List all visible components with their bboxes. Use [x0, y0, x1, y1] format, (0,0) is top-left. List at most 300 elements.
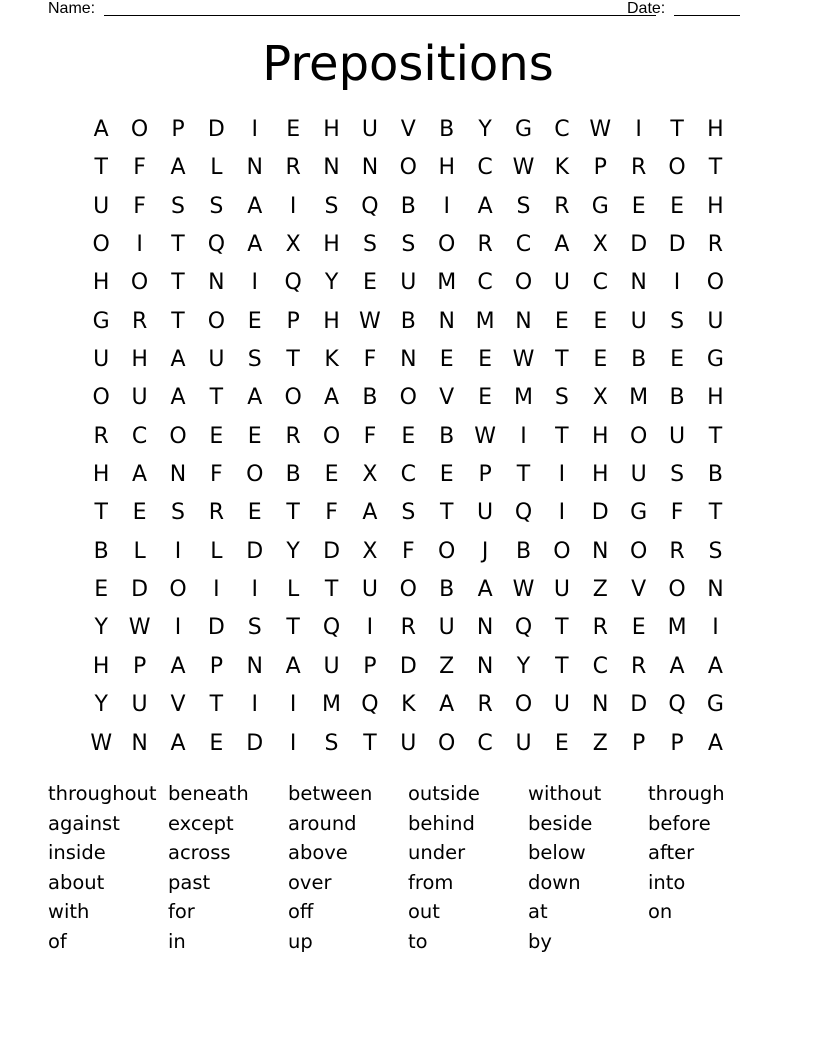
grid-letter[interactable]: A [170, 653, 186, 679]
grid-letter[interactable]: G [706, 692, 724, 718]
grid-letter[interactable]: X [362, 462, 378, 488]
grid-letter[interactable]: O [630, 423, 648, 449]
grid-letter[interactable]: G [591, 193, 609, 219]
grid-letter[interactable]: N [246, 155, 263, 181]
grid-letter[interactable]: E [439, 462, 454, 488]
grid-letter[interactable]: F [325, 500, 338, 526]
grid-letter[interactable]: Y [516, 653, 531, 679]
grid-letter[interactable]: C [592, 653, 608, 679]
grid-letter[interactable]: J [481, 538, 489, 564]
grid-letter[interactable]: W [90, 730, 113, 756]
grid-letter[interactable]: A [477, 577, 493, 603]
grid-letter[interactable]: W [512, 155, 535, 181]
grid-letter[interactable]: O [438, 538, 456, 564]
grid-letter[interactable]: O [553, 538, 571, 564]
grid-letter[interactable]: I [289, 730, 297, 756]
grid-letter[interactable]: N [323, 155, 340, 181]
grid-letter[interactable]: T [555, 615, 569, 641]
grid-letter[interactable]: I [635, 117, 642, 142]
grid-letter[interactable]: U [553, 270, 570, 296]
grid-letter[interactable]: I [712, 615, 719, 641]
grid-letter[interactable]: U [361, 577, 378, 603]
grid-letter[interactable]: M [514, 385, 533, 411]
grid-letter[interactable]: U [669, 423, 686, 449]
grid-letter[interactable]: N [592, 538, 609, 564]
grid-letter[interactable]: P [632, 730, 646, 756]
grid-letter[interactable]: H [323, 308, 340, 334]
grid-letter[interactable]: N [476, 653, 494, 679]
grid-letter[interactable]: E [324, 462, 339, 488]
grid-letter[interactable]: U [553, 692, 570, 718]
grid-letter[interactable]: P [593, 155, 607, 181]
grid-letter[interactable]: O [399, 577, 417, 603]
grid-letter[interactable]: Y [478, 117, 492, 142]
grid-letter[interactable]: N [592, 692, 609, 718]
grid-letter[interactable]: F [133, 155, 146, 181]
grid-letter[interactable]: H [92, 653, 110, 679]
grid-letter[interactable]: H [92, 462, 110, 488]
grid-letter[interactable]: Q [322, 615, 341, 641]
grid-letter[interactable]: W [359, 308, 381, 334]
grid-letter[interactable]: C [477, 270, 493, 296]
grid-letter[interactable]: N [169, 462, 187, 488]
grid-letter[interactable]: I [558, 462, 566, 488]
grid-letter[interactable]: B [362, 385, 378, 411]
grid-letter[interactable]: A [170, 730, 186, 756]
grid-letter[interactable]: P [363, 653, 377, 679]
grid-letter[interactable]: S [247, 615, 262, 641]
grid-letter[interactable]: B [400, 308, 416, 334]
word-bank-item: throughout [48, 782, 157, 805]
word-bank-item: about [48, 870, 105, 894]
word-bank-item: above [288, 841, 348, 865]
grid-letter[interactable]: S [324, 730, 339, 756]
word-bank-item: after [648, 841, 695, 865]
grid-letter[interactable]: I [136, 232, 143, 258]
grid-letter[interactable]: H [438, 155, 455, 181]
grid-letter[interactable]: G [514, 117, 533, 142]
grid-letter[interactable]: A [554, 232, 570, 258]
grid-letter[interactable]: B [631, 347, 647, 373]
grid-letter[interactable]: N [361, 155, 379, 181]
grid-letter[interactable]: U [400, 730, 417, 756]
grid-letter[interactable]: H [323, 117, 340, 142]
grid-letter[interactable]: A [247, 193, 263, 219]
grid-letter[interactable]: T [171, 308, 185, 334]
grid-letter[interactable]: T [286, 615, 300, 641]
grid-letter[interactable]: C [477, 155, 493, 181]
grid-letter[interactable]: R [592, 615, 608, 641]
grid-letter[interactable]: Q [668, 692, 686, 718]
grid-letter[interactable]: F [401, 538, 415, 564]
grid-letter[interactable]: U [208, 347, 225, 373]
grid-letter[interactable]: E [362, 270, 377, 296]
grid-letter[interactable]: M [437, 270, 457, 296]
grid-letter[interactable]: A [477, 193, 493, 219]
grid-letter[interactable]: T [171, 232, 185, 258]
grid-letter[interactable]: Z [592, 577, 608, 603]
grid-letter[interactable]: W [589, 117, 612, 142]
grid-letter[interactable]: U [477, 500, 494, 526]
grid-letter[interactable]: C [592, 270, 608, 296]
grid-letter[interactable]: A [362, 500, 378, 526]
word-bank-item: against [48, 811, 120, 835]
grid-letter[interactable]: I [520, 423, 527, 449]
grid-letter[interactable]: O [630, 538, 648, 564]
grid-letter[interactable]: O [514, 270, 533, 296]
grid-letter[interactable]: T [439, 500, 454, 526]
grid-letter[interactable]: A [132, 462, 148, 488]
grid-letter[interactable]: O [668, 155, 686, 181]
grid-letter[interactable]: E [631, 193, 646, 219]
grid-letter[interactable]: L [287, 577, 300, 603]
grid-letter[interactable]: A [170, 155, 186, 181]
grid-letter[interactable]: E [247, 308, 262, 334]
grid-letter[interactable]: O [130, 270, 149, 296]
grid-letter[interactable]: T [708, 155, 723, 181]
grid-letter[interactable]: S [324, 193, 339, 219]
grid-letter[interactable]: P [478, 462, 492, 488]
grid-letter[interactable]: V [170, 692, 186, 718]
grid-letter[interactable]: T [708, 500, 723, 526]
grid-letter[interactable]: M [475, 308, 495, 334]
grid-letter[interactable]: T [171, 270, 185, 296]
grid-letter[interactable]: R [554, 193, 570, 219]
grid-letter[interactable]: D [591, 500, 609, 526]
grid-letter[interactable]: I [289, 193, 297, 219]
grid-letter[interactable]: D [630, 232, 648, 258]
grid-letter[interactable]: D [668, 232, 686, 258]
grid-letter[interactable]: I [366, 615, 374, 641]
grid-letter[interactable]: R [477, 692, 493, 718]
grid-letter[interactable]: I [174, 538, 182, 564]
grid-letter[interactable]: E [554, 730, 569, 756]
grid-letter[interactable]: S [670, 308, 685, 334]
grid-letter[interactable]: O [668, 577, 686, 603]
grid-letter[interactable]: I [673, 270, 681, 296]
grid-letter[interactable]: C [554, 117, 570, 142]
grid-letter[interactable]: B [439, 117, 455, 142]
grid-letter[interactable]: A [707, 730, 723, 756]
grid-letter[interactable]: B [93, 538, 109, 564]
grid-letter[interactable]: S [708, 538, 723, 564]
grid-letter[interactable]: D [207, 117, 225, 142]
grid-letter[interactable]: E [593, 347, 608, 373]
grid-letter[interactable]: W [512, 347, 535, 373]
grid-letter[interactable]: I [251, 577, 258, 603]
grid-letter[interactable]: T [209, 385, 224, 411]
grid-letter[interactable]: U [438, 615, 455, 641]
grid-letter[interactable]: E [286, 117, 301, 142]
grid-letter[interactable]: T [555, 653, 569, 679]
grid-letter[interactable]: E [593, 308, 608, 334]
grid-row [82, 725, 735, 763]
grid-letter[interactable]: O [399, 385, 417, 411]
grid-letter[interactable]: S [170, 193, 185, 219]
grid-letter[interactable]: Z [439, 653, 455, 679]
grid-letter[interactable]: L [210, 155, 223, 181]
grid-letter[interactable]: F [670, 500, 684, 526]
grid-letter[interactable]: H [323, 232, 340, 258]
grid-letter[interactable]: M [322, 692, 342, 718]
grid-letter[interactable]: F [133, 193, 146, 219]
grid-letter[interactable]: A [170, 347, 186, 373]
grid-letter[interactable]: A [707, 653, 723, 679]
grid-letter[interactable]: T [555, 423, 569, 449]
grid-letter[interactable]: H [92, 270, 110, 296]
grid-letter[interactable]: O [438, 730, 456, 756]
grid-letter[interactable]: K [324, 347, 339, 373]
grid-letter[interactable]: O [169, 423, 187, 449]
grid-letter[interactable]: C [400, 462, 416, 488]
grid-letter[interactable]: O [92, 385, 110, 411]
grid-letter[interactable]: T [363, 730, 377, 756]
grid-letter[interactable]: Y [286, 538, 300, 564]
grid-letter[interactable]: E [439, 347, 454, 373]
grid-letter[interactable]: U [323, 653, 340, 679]
grid-letter[interactable]: W [128, 615, 151, 641]
grid-letter[interactable]: P [670, 730, 684, 756]
grid-letter[interactable]: B [515, 538, 532, 564]
grid-letter[interactable]: I [251, 117, 258, 142]
grid-letter[interactable]: E [209, 730, 224, 756]
grid-letter[interactable]: D [246, 538, 264, 564]
grid-letter[interactable]: N [131, 730, 148, 756]
grid-letter[interactable]: X [592, 385, 608, 411]
grid-letter[interactable]: W [474, 423, 496, 449]
grid-letter[interactable]: A [285, 653, 301, 679]
grid-letter[interactable]: E [247, 423, 262, 449]
name-label: Name: [48, 0, 96, 17]
grid-letter[interactable]: N [400, 347, 417, 373]
grid-letter[interactable]: H [707, 193, 724, 219]
grid-letter[interactable]: O [706, 270, 725, 296]
grid-letter[interactable]: U [553, 577, 570, 603]
page-title: Prepositions [262, 36, 554, 92]
grid-letter[interactable]: U [400, 270, 417, 296]
grid-letter[interactable]: O [399, 155, 417, 181]
grid-letter[interactable]: P [171, 117, 185, 142]
grid-letter[interactable]: A [170, 385, 186, 411]
grid-letter[interactable]: Q [284, 270, 302, 296]
grid-letter[interactable]: N [515, 308, 532, 334]
grid-letter[interactable]: A [247, 232, 263, 258]
grid-letter[interactable]: T [708, 423, 723, 449]
grid-letter[interactable]: E [478, 347, 493, 373]
grid-letter[interactable]: I [289, 692, 297, 718]
grid-letter[interactable]: H [707, 385, 724, 411]
grid-letter[interactable]: R [631, 155, 647, 181]
word-bank-item: from [408, 870, 454, 894]
grid-letter[interactable]: T [94, 500, 108, 526]
grid-letter[interactable]: F [363, 423, 377, 449]
grid-letter[interactable]: Y [94, 692, 108, 718]
grid-letter[interactable]: Q [361, 193, 379, 219]
grid-letter[interactable]: O [169, 577, 187, 603]
grid-letter[interactable]: S [247, 347, 262, 373]
grid-letter[interactable]: N [208, 270, 225, 296]
grid-letter[interactable]: R [669, 538, 685, 564]
grid-letter[interactable]: S [516, 193, 531, 219]
grid-letter[interactable]: Q [514, 500, 533, 526]
grid-letter[interactable]: C [515, 232, 532, 258]
grid-letter[interactable]: E [670, 347, 684, 373]
grid-letter[interactable]: W [512, 577, 535, 603]
grid-letter[interactable]: P [209, 653, 223, 679]
grid-letter[interactable]: H [707, 117, 724, 142]
grid-letter[interactable]: D [246, 730, 264, 756]
grid-letter[interactable]: H [131, 347, 148, 373]
grid-letter[interactable]: R [285, 423, 301, 449]
grid-letter[interactable]: S [362, 232, 377, 258]
grid-letter[interactable]: D [131, 577, 149, 603]
grid-letter[interactable]: E [209, 423, 224, 449]
grid-letter[interactable]: T [670, 117, 684, 142]
grid-letter[interactable]: O [130, 117, 149, 142]
grid-letter[interactable]: D [323, 538, 341, 564]
grid-letter[interactable]: N [707, 577, 724, 603]
grid-letter[interactable]: B [439, 577, 455, 603]
grid-letter[interactable]: U [630, 308, 647, 334]
grid-letter[interactable]: L [210, 538, 223, 564]
grid-letter[interactable]: E [478, 385, 493, 411]
grid-letter[interactable]: R [477, 232, 493, 258]
grid-letter[interactable]: D [399, 653, 417, 679]
grid-letter[interactable]: R [631, 653, 647, 679]
grid-letter[interactable]: B [669, 385, 685, 411]
grid-letter[interactable]: R [707, 232, 724, 258]
grid-letter[interactable]: B [707, 462, 723, 488]
grid-letter[interactable]: R [93, 423, 109, 449]
word-bank-item: by [528, 929, 552, 953]
grid-letter[interactable]: E [401, 423, 416, 449]
grid-letter[interactable]: O [514, 692, 533, 718]
grid-letter[interactable]: M [629, 385, 649, 411]
grid-letter[interactable]: A [669, 653, 685, 679]
grid-letter[interactable]: I [213, 577, 220, 603]
grid-letter[interactable]: T [94, 155, 108, 181]
grid-letter[interactable]: Q [361, 692, 379, 718]
grid-letter[interactable]: U [515, 730, 532, 756]
grid-letter[interactable]: G [630, 500, 648, 526]
grid-letter[interactable]: N [438, 308, 455, 334]
grid-letter[interactable]: B [439, 423, 455, 449]
grid-letter[interactable]: P [286, 308, 300, 334]
grid-letter[interactable]: G [92, 308, 110, 334]
grid-letter[interactable]: A [93, 117, 109, 142]
grid-letter[interactable]: O [92, 232, 110, 258]
grid-letter[interactable]: I [174, 615, 182, 641]
grid-letter[interactable]: K [401, 692, 416, 718]
grid-letter[interactable]: Z [592, 730, 608, 756]
grid-letter[interactable]: V [400, 117, 416, 142]
grid-letter[interactable]: Y [324, 270, 339, 296]
grid-letter[interactable]: C [477, 730, 493, 756]
grid-letter[interactable]: A [324, 385, 340, 411]
grid-letter[interactable]: T [324, 577, 339, 603]
grid-letter[interactable]: S [401, 232, 416, 258]
grid-letter[interactable]: D [207, 615, 225, 641]
grid-letter[interactable]: U [361, 117, 378, 142]
grid-letter[interactable]: X [592, 232, 608, 258]
grid-letter[interactable]: S [670, 462, 685, 488]
grid-letter[interactable]: Q [514, 615, 533, 641]
word-bank-item: down [528, 870, 581, 894]
grid-letter[interactable]: U [131, 692, 148, 718]
grid-letter[interactable]: A [247, 385, 263, 411]
grid-letter[interactable]: E [631, 615, 646, 641]
grid-letter[interactable]: C [131, 423, 148, 449]
grid-letter[interactable]: F [363, 347, 377, 373]
grid-letter[interactable]: N [246, 653, 263, 679]
grid-letter[interactable]: V [631, 577, 647, 603]
grid-letter[interactable]: I [251, 270, 258, 296]
grid-letter[interactable]: R [131, 308, 148, 334]
grid-letter[interactable]: T [209, 692, 224, 718]
grid-letter[interactable]: E [94, 577, 109, 603]
grid-letter[interactable]: B [400, 193, 416, 219]
grid-letter[interactable]: I [251, 692, 258, 718]
grid-letter[interactable]: U [93, 347, 110, 373]
grid-letter[interactable]: T [555, 347, 569, 373]
grid-letter[interactable]: H [592, 462, 609, 488]
grid-letter[interactable]: X [362, 538, 378, 564]
grid-letter[interactable]: F [210, 462, 223, 488]
grid-letter[interactable]: X [285, 232, 301, 258]
grid-letter[interactable]: S [209, 193, 224, 219]
grid-letter[interactable]: K [554, 155, 570, 181]
grid-letter[interactable]: I [443, 193, 450, 219]
grid-letter[interactable]: U [131, 385, 148, 411]
grid-letter[interactable]: P [132, 653, 147, 679]
grid-letter[interactable]: O [438, 232, 456, 258]
grid-letter[interactable]: T [286, 347, 300, 373]
grid-letter[interactable]: V [439, 385, 455, 411]
grid-letter[interactable]: Y [94, 615, 108, 641]
grid-letter[interactable]: S [554, 385, 569, 411]
grid-letter[interactable]: G [706, 347, 724, 373]
grid-letter[interactable]: S [401, 500, 416, 526]
grid-letter[interactable]: N [630, 270, 647, 296]
grid-letter[interactable]: T [286, 500, 300, 526]
grid-letter[interactable]: U [707, 308, 724, 334]
grid-letter[interactable]: R [208, 500, 225, 526]
grid-letter[interactable]: A [439, 692, 455, 718]
grid-letter[interactable]: M [667, 615, 687, 641]
grid-letter[interactable]: E [132, 500, 147, 526]
grid-letter[interactable]: U [93, 193, 110, 219]
grid-letter[interactable]: N [476, 615, 494, 641]
grid-letter[interactable]: B [285, 462, 301, 488]
grid-letter[interactable]: O [207, 308, 226, 334]
grid-letter[interactable]: E [670, 193, 684, 219]
grid-letter[interactable]: H [592, 423, 609, 449]
grid-letter[interactable]: S [170, 500, 185, 526]
grid-letter[interactable]: O [322, 423, 341, 449]
grid-letter[interactable]: E [247, 500, 262, 526]
grid-letter[interactable]: R [285, 155, 301, 181]
grid-letter[interactable]: L [133, 538, 146, 564]
grid-letter[interactable]: Q [207, 232, 226, 258]
grid-letter[interactable]: O [246, 462, 264, 488]
grid-letter[interactable]: D [630, 692, 648, 718]
grid-letter[interactable]: I [558, 500, 566, 526]
grid-letter[interactable]: O [284, 385, 302, 411]
grid-letter[interactable]: R [400, 615, 416, 641]
grid-letter[interactable]: E [554, 308, 569, 334]
grid-letter[interactable]: U [630, 462, 647, 488]
grid-letter[interactable]: T [516, 462, 531, 488]
